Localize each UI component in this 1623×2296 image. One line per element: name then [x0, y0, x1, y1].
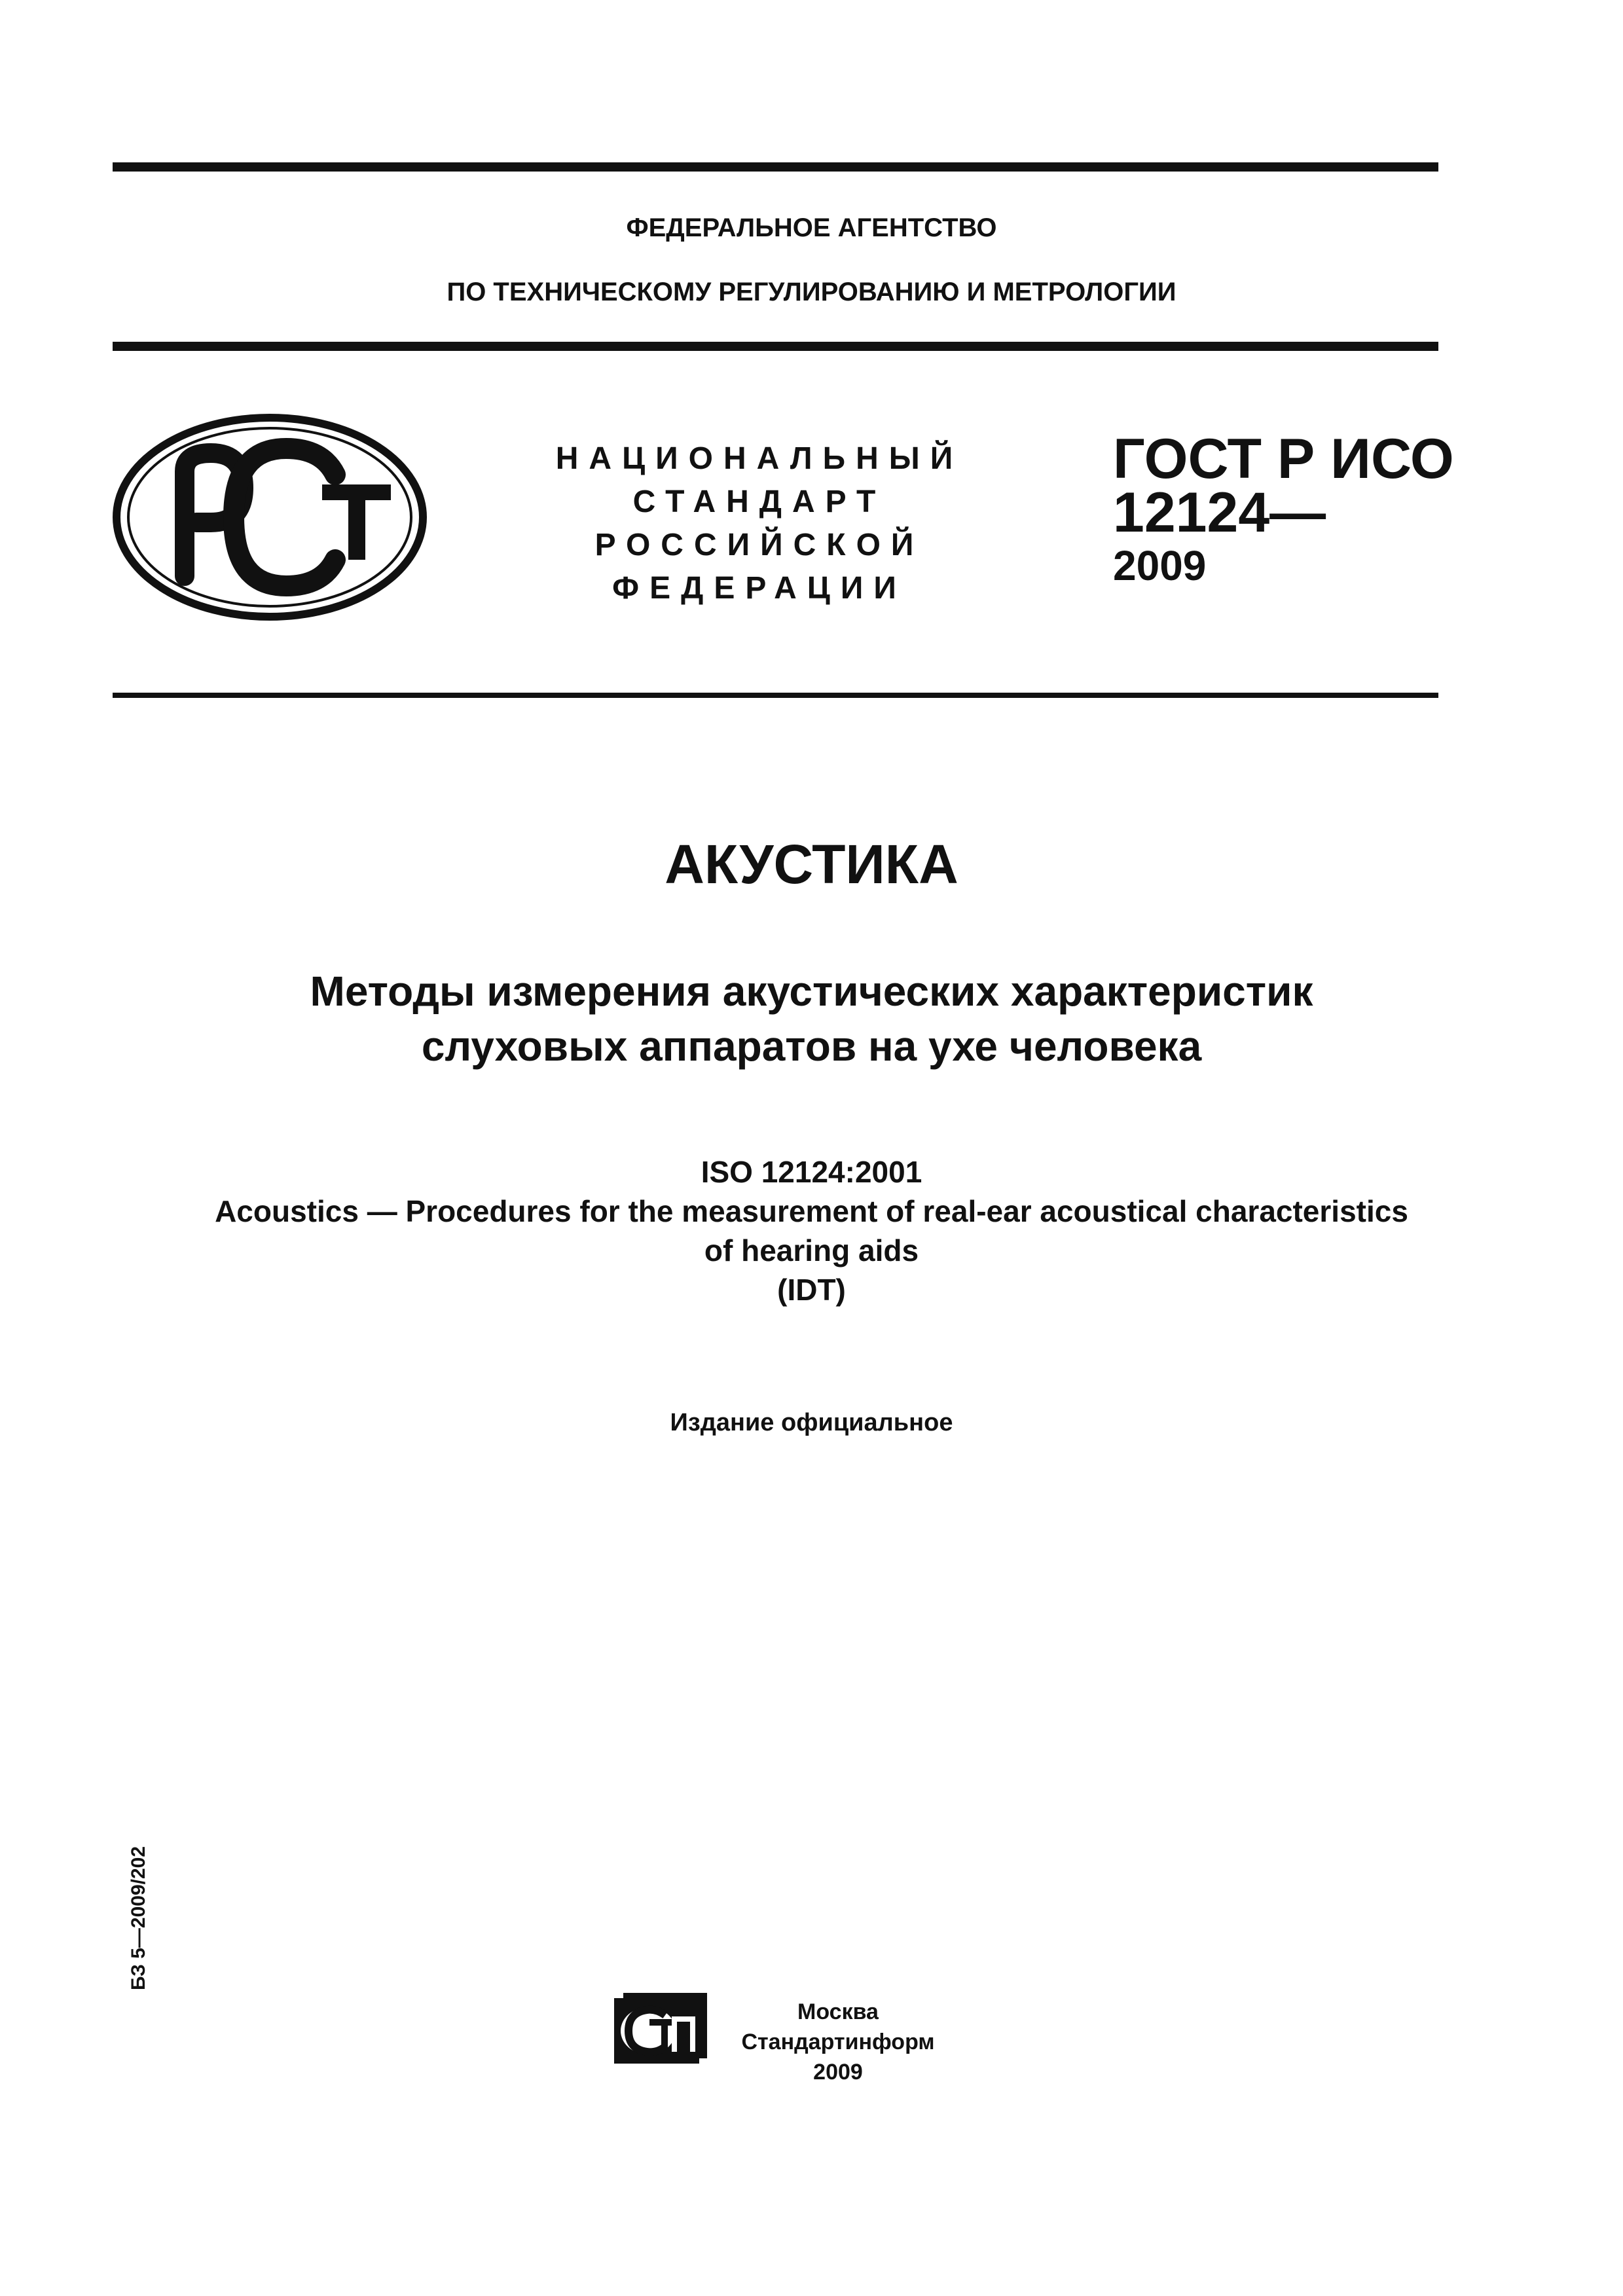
rst-logo-icon — [113, 412, 427, 622]
publisher-block — [727, 1997, 949, 2087]
subtitle-line-1: Методы измерения акустических характеристик — [310, 968, 1313, 1015]
designation-line-1: ГОСТ Р ИСО — [1113, 428, 1454, 490]
agency-line-2: ПО ТЕХНИЧЕСКОМУ РЕГУЛИРОВАНИЮ И МЕТРОЛОГИИ — [447, 278, 1176, 306]
national-line-2: СТАНДАРТ — [632, 484, 886, 519]
publisher-city: Москва — [797, 1999, 879, 2024]
iso-code: ISO 12124:2001 — [701, 1155, 922, 1189]
national-line-1: НАЦИОНАЛЬНЫЙ — [555, 441, 964, 476]
header-bottom-rule — [113, 342, 1438, 351]
subtitle-line-2: слуховых аппаратов на ухе человека — [421, 1023, 1202, 1070]
publisher-year: 2009 — [813, 2060, 863, 2085]
document-title: АКУСТИКА — [665, 833, 958, 895]
agency-line-1: ФЕДЕРАЛЬНОЕ АГЕНТСТВО — [626, 213, 997, 242]
iso-title-line-1: Acoustics — Procedures for the measurement of real-ear acoustical characteristics — [215, 1194, 1408, 1228]
top-rule — [113, 162, 1438, 172]
iso-identity: (IDT) — [777, 1273, 846, 1307]
rst-logo-text: РСТ — [113, 412, 114, 413]
publisher-logo-icon — [609, 1993, 707, 2066]
national-line-4: ФЕДЕРАЦИИ — [612, 571, 907, 606]
publisher-name: Стандартинформ — [741, 2030, 935, 2054]
national-line-3: РОССИЙСКОЙ — [594, 528, 924, 562]
national-standard-label — [524, 437, 995, 610]
iso-title-line-2: of hearing aids — [704, 1233, 919, 1267]
publisher-logo-text: СТИ — [609, 1993, 611, 1994]
side-code: БЗ 5—2009/202 — [128, 1846, 149, 1991]
designation-line-2: 12124— — [1113, 481, 1326, 544]
standard-designation — [1113, 428, 1454, 592]
designation-year: 2009 — [1113, 542, 1207, 589]
edition-label: Издание официальное — [670, 1409, 953, 1436]
standard-block-rule — [113, 693, 1438, 698]
